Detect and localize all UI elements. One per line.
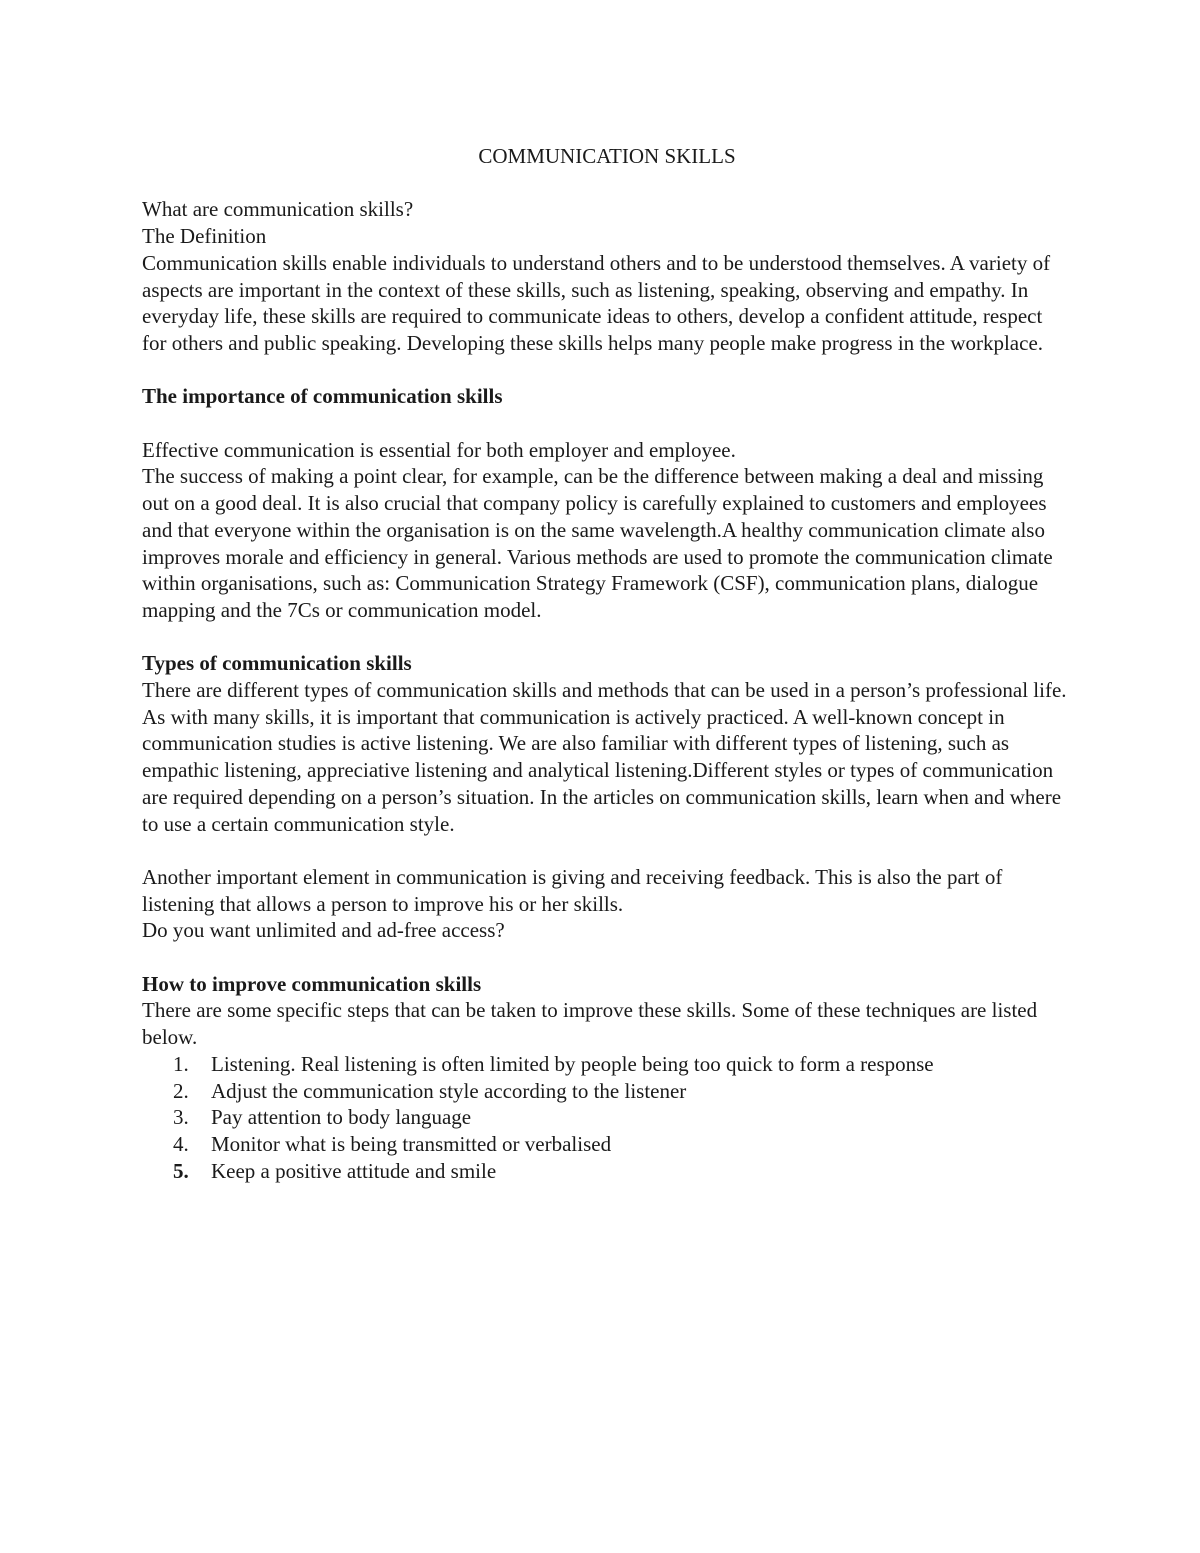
document-body (142, 143, 1072, 1184)
types-heading: Types of communication skills (142, 651, 412, 676)
spacer (142, 410, 1072, 437)
document-title: COMMUNICATION SKILLS (478, 144, 736, 168)
list-number: 4. (173, 1131, 189, 1156)
improve-intro: There are some specific steps that can be taken to improve these skills. Some of these techniques are listed below. (142, 998, 1038, 1050)
adfree-prompt: Do you want unlimited and ad-free access? (142, 918, 505, 943)
feedback-paragraph: Another important element in communication is giving and receiving feedback. This is also the part of listening that allows a person to improve his or her skills. (142, 864, 1003, 916)
types-paragraph: There are different types of communication skills and methods that can be used in a person’s professional life. As with many skills, it is important that communication is actively practiced. A well-known concept in communication studies is active listening. We are also familiar with different types of listening, such as empathic listening, appreciative listening and analytical listening.Different styles or types of communication are required depending on a person’s situation. In the articles on communication skills, learn when and where to use a certain communication style. (142, 678, 1067, 836)
spacer (142, 837, 1072, 864)
list-number: 2. (173, 1078, 189, 1103)
improve-heading: How to improve communication skills (142, 971, 482, 996)
list-item (142, 1104, 1072, 1131)
list-text: Adjust the communication style according to the listener (211, 1078, 687, 1103)
importance-line: Effective communication is essential for both employer and employee. (142, 437, 736, 462)
list-text: Pay attention to body language (211, 1105, 472, 1130)
spacer (142, 624, 1072, 651)
importance-heading: The importance of communication skills (142, 384, 503, 409)
list-text: Keep a positive attitude and smile (211, 1158, 497, 1183)
importance-paragraph: The success of making a point clear, for example, can be the difference between making a deal and missing out on a good deal. It is also crucial that company policy is carefully explained to customers and employees and that everyone within the organisation is on the same wavelength.A healthy communication climate also improves morale and efficiency in general. Various methods are used to promote the communication climate within organisations, such as: Communication Strategy Framework (CSF), communication plans, dialogue mapping and the 7Cs or communication model. (142, 464, 1053, 622)
definition-label: The Definition (142, 224, 267, 249)
definition-paragraph: Communication skills enable individuals to understand others and to be understood themselves. A variety of aspects are important in the context of these skills, such as listening, speaking, observing and empathy. In everyday life, these skills are required to communicate ideas to others, develop a confident attitude, respect for others and public speaking. Developing these skills helps many people make progress in the workplace. (142, 250, 1051, 355)
list-item (142, 1078, 1072, 1105)
list-text: Listening. Real listening is often limited by people being too quick to form a response (211, 1051, 934, 1076)
list-item (142, 1131, 1072, 1158)
list-item (142, 1158, 1072, 1185)
list-number: 3. (173, 1105, 189, 1130)
intro-question: What are communication skills? (142, 197, 414, 222)
improve-list (142, 1051, 1072, 1185)
spacer (142, 170, 1072, 197)
list-number: 1. (173, 1051, 189, 1076)
list-number: 5. (173, 1158, 189, 1183)
spacer (142, 357, 1072, 384)
list-item (142, 1051, 1072, 1078)
spacer (142, 944, 1072, 971)
list-text: Monitor what is being transmitted or verbalised (211, 1131, 612, 1156)
